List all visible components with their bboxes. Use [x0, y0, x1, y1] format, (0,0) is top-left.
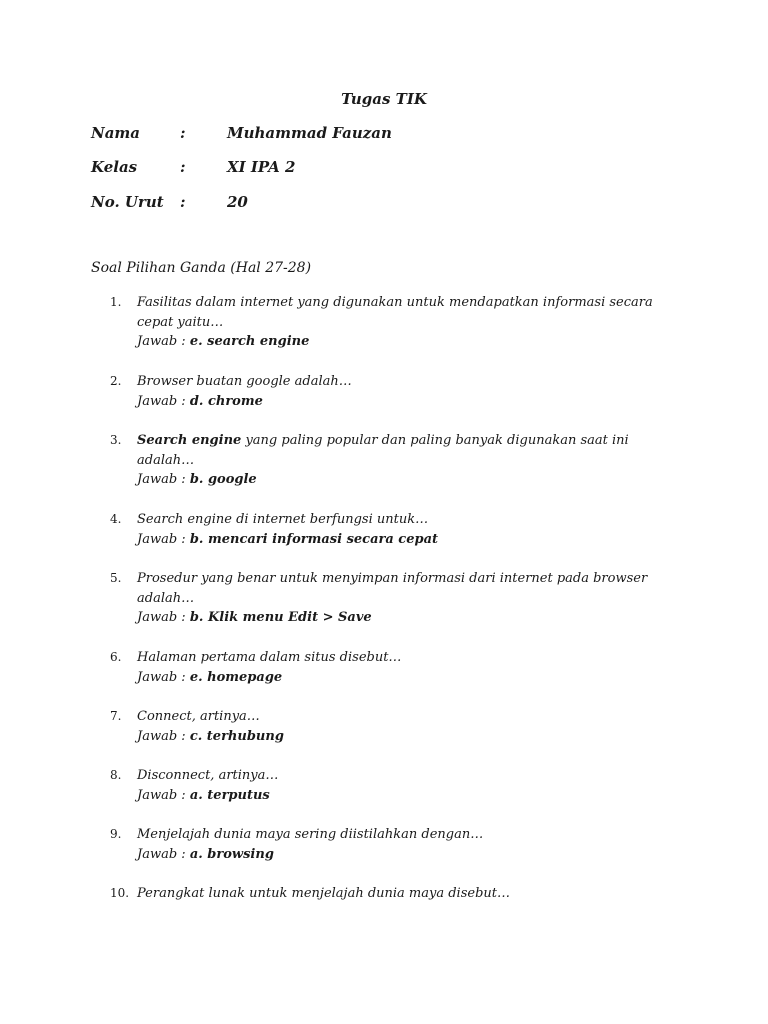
answer-line [137, 392, 697, 412]
answer-label: Jawab : [137, 728, 186, 744]
question-text: Menjelajah dunia maya sering diistilahkan dengan… [137, 827, 484, 842]
info-row-no-urut [91, 193, 591, 215]
question-number: 8. [110, 768, 122, 782]
question-body [137, 431, 697, 490]
question-number: 2. [110, 374, 122, 388]
question-text: Halaman pertama dalam situs disebut… [137, 650, 402, 665]
answer-label: Jawab : [137, 610, 186, 625]
answer-value: b. google [189, 472, 257, 487]
answer-line [137, 332, 697, 352]
section-title: Soal Pilihan Ganda (Hal 27-28) [91, 260, 312, 276]
question-number: 1. [110, 295, 122, 309]
info-value: Muhammad Fauzan [227, 124, 392, 142]
info-row-nama [91, 124, 591, 146]
answer-value: b. Klik menu Edit > Save [189, 610, 372, 625]
info-label: No. Urut [91, 193, 164, 211]
answer-line [137, 786, 697, 806]
answer-label: Jawab : [137, 393, 186, 409]
answer-label: Jawab : [137, 787, 186, 803]
question-number: 10. [110, 886, 130, 900]
document-title: Tugas TIK [341, 90, 427, 108]
info-value: 20 [227, 193, 248, 211]
question-body [137, 510, 697, 549]
answer-label: Jawab : [137, 846, 186, 862]
question-text: Prosedur yang benar untuk menyimpan informasi dari internet pada browser [137, 571, 648, 586]
answer-label: Jawab : [137, 334, 186, 349]
answer-value: c. terhubung [189, 728, 284, 744]
question-body [137, 884, 697, 904]
question-body [137, 372, 697, 411]
answer-value: b. mencari informasi secara cepat [189, 531, 438, 547]
question-text: Perangkat lunak untuk menjelajah dunia maya disebut… [137, 886, 511, 901]
question-number: 6. [110, 650, 122, 664]
answer-line [137, 668, 697, 688]
question-number: 5. [110, 571, 122, 585]
info-row-kelas [91, 158, 591, 180]
answer-value: d. chrome [189, 393, 263, 409]
question-number: 7. [110, 709, 122, 723]
answer-line [137, 470, 697, 490]
question-text-continued: adalah… [137, 452, 195, 468]
info-label: Nama [91, 124, 141, 142]
answer-value: e. homepage [189, 669, 283, 685]
answer-line [137, 845, 697, 865]
question-number: 3. [110, 433, 122, 447]
question-number: 4. [110, 512, 122, 526]
question-text-continued: adalah… [137, 590, 195, 606]
question-body [137, 825, 697, 864]
info-separator: : [180, 124, 186, 142]
info-value: XI IPA 2 [227, 158, 296, 176]
question-keyword: Search engine [137, 433, 242, 448]
answer-label: Jawab : [137, 472, 186, 487]
answer-value: a. browsing [189, 846, 274, 862]
answer-value: e. search engine [189, 334, 310, 349]
question-text: Fasilitas dalam internet yang digunakan untuk mendapatkan informasi secara [137, 295, 653, 310]
question-text: Browser buatan google adalah… [137, 374, 352, 389]
question-text: Connect, artinya… [137, 709, 260, 724]
question-text [137, 431, 697, 451]
answer-line [137, 608, 697, 628]
question-body [137, 569, 697, 628]
info-label: Kelas [91, 158, 138, 176]
question-text: Disconnect, artinya… [137, 768, 279, 783]
question-body [137, 648, 697, 687]
question-text: Search engine di internet berfungsi untuk… [137, 512, 429, 527]
answer-label: Jawab : [137, 531, 186, 547]
answer-value: a. terputus [189, 787, 270, 803]
question-body [137, 293, 697, 352]
question-text-rest: yang paling popular dan paling banyak digunakan saat ini [241, 433, 629, 448]
answer-line [137, 530, 697, 550]
answer-label: Jawab : [137, 669, 186, 685]
answer-line [137, 727, 697, 747]
question-body [137, 707, 697, 746]
question-text-continued: cepat yaitu… [137, 314, 224, 330]
question-number: 9. [110, 827, 122, 841]
info-separator: : [180, 193, 186, 211]
question-body [137, 766, 697, 805]
info-separator: : [180, 158, 186, 176]
